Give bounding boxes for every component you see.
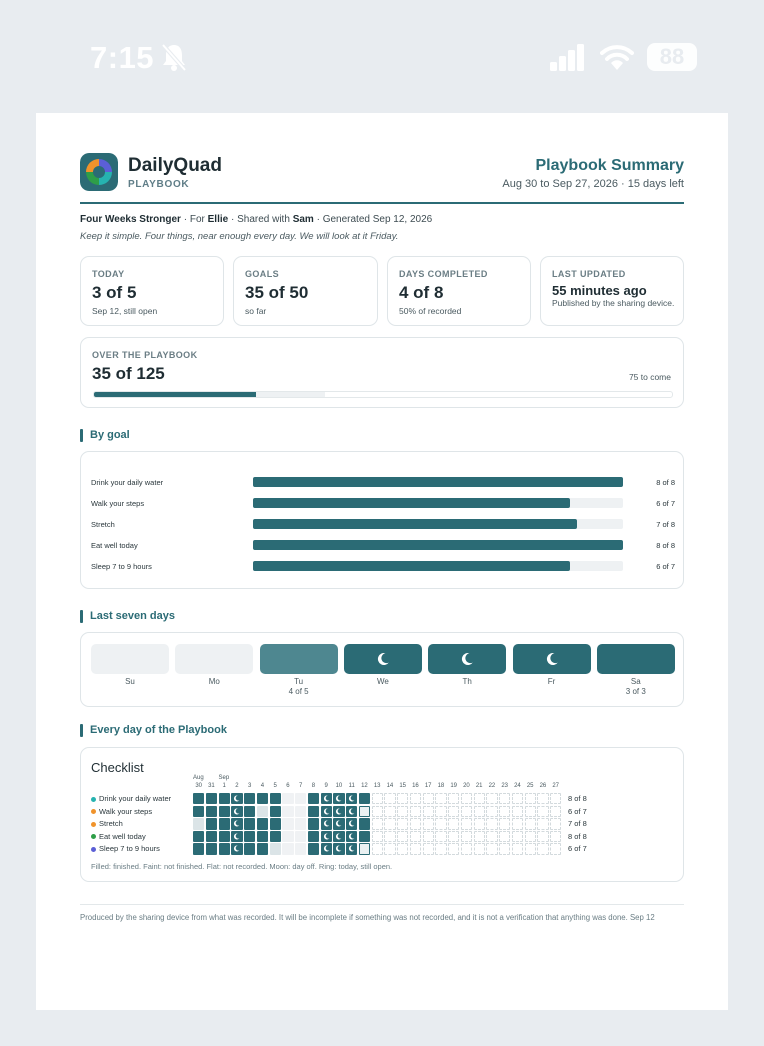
goal-name: Eat well today — [91, 541, 138, 550]
not-recorded-cell — [295, 843, 306, 854]
footer-disclaimer: Produced by the sharing device from what was recorded. It will be incomplete if something was not recorded, and it is not a verification that anything was done. Sep 12 — [80, 913, 655, 922]
goal-row — [91, 518, 675, 530]
future-day-cell — [423, 818, 434, 829]
day-number-label: 3 — [248, 783, 252, 789]
stat-card-days-completed — [387, 256, 531, 326]
finished-cell — [308, 831, 319, 842]
finished-cell — [219, 818, 230, 829]
today-open-cell — [359, 843, 370, 854]
future-day-cell — [461, 806, 472, 817]
not-finished-cell — [270, 843, 281, 854]
stat-note: Sep 12, still open — [92, 306, 158, 316]
goal-progress-track — [253, 561, 623, 571]
finished-cell — [219, 793, 230, 804]
day-number-label: 26 — [539, 783, 547, 789]
status-bar — [0, 0, 764, 112]
day-label: Tu — [294, 677, 304, 686]
future-day-cell — [397, 818, 408, 829]
finished-cell — [193, 843, 204, 854]
habit-count: 8 of 8 — [568, 794, 587, 803]
day-label: Fr — [547, 677, 556, 686]
future-day-cell — [384, 831, 395, 842]
future-day-cell — [372, 843, 383, 854]
future-day-cell — [372, 818, 383, 829]
finished-cell — [359, 831, 370, 842]
habit-name: Drink your daily water — [99, 794, 172, 803]
section-title-by-goal: By goal — [80, 429, 130, 441]
last-seven-days-card — [80, 632, 684, 707]
goal-progress-track — [253, 519, 623, 529]
day-number-label: 31 — [208, 783, 215, 789]
future-day-cell — [474, 793, 485, 804]
overall-remaining: 75 to come — [628, 372, 671, 382]
day-off-cell — [346, 793, 357, 804]
future-day-cell — [410, 831, 421, 842]
future-day-cell — [512, 793, 523, 804]
future-day-cell — [537, 793, 548, 804]
status-time: 7:15 — [90, 40, 155, 75]
day-off-cell — [321, 793, 332, 804]
section-title-last-seven-days: Last seven days — [80, 610, 175, 622]
overall-progress-bar — [93, 391, 673, 398]
section-title-every-day: Every day of the Playbook — [80, 724, 227, 736]
day-off-cell — [333, 843, 344, 854]
finished-cell — [270, 831, 281, 842]
future-day-cell — [435, 806, 446, 817]
future-day-cell — [486, 793, 497, 804]
future-day-cell — [397, 843, 408, 854]
future-day-cell — [435, 843, 446, 854]
app-subtitle: PLAYBOOK — [128, 179, 190, 190]
day-off-cell — [333, 818, 344, 829]
finished-cell — [244, 831, 255, 842]
finished-cell — [206, 818, 217, 829]
habit-color-dot — [91, 834, 96, 839]
finished-cell — [193, 793, 204, 804]
day-label: Mo — [208, 677, 220, 686]
day-number-label: 11 — [348, 783, 355, 789]
checklist-title: Checklist — [91, 760, 144, 775]
future-day-cell — [499, 831, 510, 842]
finished-cell — [270, 806, 281, 817]
future-day-cell — [525, 831, 536, 842]
day-off-cell — [346, 831, 357, 842]
future-day-cell — [550, 843, 561, 854]
day-label: We — [376, 677, 389, 686]
day-number-label: 2 — [235, 783, 239, 789]
finished-cell — [193, 831, 204, 842]
goal-progress-fill — [253, 477, 623, 487]
goal-row — [91, 476, 675, 488]
goal-progress-fill — [253, 498, 570, 508]
goal-count: 7 of 8 — [656, 520, 675, 529]
future-day-cell — [499, 793, 510, 804]
day-number-label: 15 — [399, 783, 407, 789]
day-number-label: 13 — [373, 783, 381, 789]
day-off-cell — [346, 806, 357, 817]
goals-card — [80, 451, 684, 589]
future-day-cell — [435, 793, 446, 804]
app-name: DailyQuad — [128, 155, 222, 176]
habit-name: Eat well today — [99, 831, 146, 841]
finished-cell — [244, 818, 255, 829]
date-range: Aug 30 to Sep 27, 2026 · 15 days left — [502, 178, 684, 190]
future-day-cell — [474, 806, 485, 817]
for-prefix: · For — [180, 214, 208, 225]
shared-prefix: · Shared with — [228, 214, 293, 225]
future-day-cell — [512, 831, 523, 842]
goal-progress-fill — [253, 519, 577, 529]
stat-value: 4 of 8 — [399, 283, 444, 302]
day-number-label: 19 — [450, 783, 458, 789]
day-number-label: 24 — [514, 783, 521, 789]
finished-cell — [219, 831, 230, 842]
bell-slash-icon — [160, 42, 188, 72]
day-number-label: 18 — [437, 783, 445, 789]
future-day-cell — [525, 793, 536, 804]
day-off-cell — [231, 831, 242, 842]
day-cell-su — [91, 644, 169, 674]
day-number-label: 12 — [361, 783, 368, 789]
day-label: Su — [125, 677, 135, 686]
future-day-cell — [550, 806, 561, 817]
future-day-cell — [448, 831, 459, 842]
finished-cell — [206, 806, 217, 817]
future-day-cell — [461, 793, 472, 804]
habit-count: 6 of 7 — [568, 844, 587, 854]
goal-count: 8 of 8 — [656, 478, 675, 487]
future-day-cell — [550, 793, 561, 804]
day-off-cell — [231, 818, 242, 829]
habit-color-dot — [91, 847, 96, 852]
day-number-label: 27 — [552, 783, 560, 789]
habit-color-dot — [91, 797, 96, 802]
not-recorded-cell — [295, 793, 306, 804]
wifi-icon — [600, 42, 634, 72]
goal-progress-fill — [253, 561, 570, 571]
finished-cell — [206, 843, 217, 854]
finished-cell — [257, 793, 268, 804]
month-label: Aug — [193, 775, 204, 781]
today-open-cell — [359, 806, 370, 817]
day-number-label: 4 — [260, 783, 265, 789]
day-number-label: 7 — [299, 783, 303, 789]
finished-cell — [219, 806, 230, 817]
day-number-label: 23 — [501, 783, 509, 789]
future-day-cell — [486, 831, 497, 842]
future-day-cell — [461, 831, 472, 842]
not-recorded-cell — [282, 818, 293, 829]
future-day-cell — [372, 831, 383, 842]
day-cell-fr — [513, 644, 591, 674]
goal-count: 6 of 7 — [656, 499, 675, 508]
future-day-cell — [499, 818, 510, 829]
day-off-cell — [321, 806, 332, 817]
finished-cell — [308, 806, 319, 817]
stat-label: LAST UPDATED — [552, 269, 626, 279]
goal-name: Sleep 7 to 9 hours — [91, 562, 152, 571]
not-finished-cell — [193, 818, 204, 829]
person-name: Ellie — [207, 214, 229, 225]
future-day-cell — [486, 818, 497, 829]
day-number-label: 14 — [386, 783, 394, 789]
day-summary: 3 of 3 — [625, 687, 646, 696]
future-day-cell — [537, 818, 548, 829]
future-day-cell — [461, 843, 472, 854]
future-day-cell — [410, 818, 421, 829]
future-day-cell — [474, 843, 485, 854]
stat-card-last-updated — [540, 256, 684, 326]
month-label: Sep — [218, 775, 230, 781]
future-day-cell — [435, 831, 446, 842]
finished-cell — [257, 818, 268, 829]
habit-name: Walk your steps — [99, 806, 153, 816]
day-number-label: 21 — [475, 783, 483, 789]
finished-cell — [244, 806, 255, 817]
day-number-label: 17 — [424, 783, 432, 789]
future-day-cell — [550, 818, 561, 829]
future-day-cell — [423, 793, 434, 804]
future-day-cell — [474, 818, 485, 829]
goal-progress-fill — [253, 540, 623, 550]
not-recorded-cell — [282, 843, 293, 854]
stat-card-today — [80, 256, 224, 326]
day-cell-we — [344, 644, 422, 674]
finished-cell — [244, 843, 255, 854]
future-day-cell — [384, 818, 395, 829]
not-recorded-cell — [295, 806, 306, 817]
day-number-label: 16 — [412, 783, 419, 789]
goal-progress-track — [253, 477, 623, 487]
stat-label: DAYS COMPLETED — [399, 269, 488, 279]
goal-progress-track — [253, 498, 623, 508]
day-off-cell — [321, 843, 332, 854]
finished-cell — [257, 831, 268, 842]
habit-count: 6 of 7 — [568, 806, 587, 816]
future-day-cell — [435, 818, 446, 829]
finished-cell — [308, 818, 319, 829]
finished-cell — [219, 843, 230, 854]
finished-cell — [308, 793, 319, 804]
not-recorded-cell — [282, 806, 293, 817]
overall-value: 35 of 125 — [92, 364, 165, 383]
future-day-cell — [486, 843, 497, 854]
day-number-label: 20 — [463, 783, 470, 789]
habit-count: 7 of 8 — [568, 819, 587, 829]
future-day-cell — [372, 806, 383, 817]
stat-note: so far — [245, 306, 267, 316]
finished-cell — [257, 843, 268, 854]
finished-cell — [270, 793, 281, 804]
finished-cell — [244, 793, 255, 804]
goal-row — [91, 560, 675, 572]
footer-divider — [80, 904, 684, 905]
day-cell-mo — [175, 644, 253, 674]
finished-cell — [193, 806, 204, 817]
page-title: Playbook Summary — [535, 157, 684, 174]
future-day-cell — [525, 843, 536, 854]
day-off-cell — [333, 793, 344, 804]
future-day-cell — [537, 806, 548, 817]
goal-row — [91, 539, 675, 551]
future-day-cell — [448, 843, 459, 854]
checklist-card — [80, 747, 684, 882]
stat-note: Published by the sharing device. — [552, 298, 675, 308]
day-label: Th — [462, 677, 472, 686]
playbook-name: Four Weeks Stronger — [80, 214, 181, 225]
playbook-tagline: Keep it simple. Four things, near enough every day. We will look at it Friday. — [80, 231, 399, 242]
shared-with-name: Sam — [292, 214, 314, 225]
future-day-cell — [499, 806, 510, 817]
moon-icon — [376, 652, 390, 666]
future-day-cell — [423, 806, 434, 817]
day-number-label: 6 — [286, 783, 290, 789]
day-off-cell — [231, 806, 242, 817]
overall-progress-card — [80, 337, 684, 408]
day-number-label: 9 — [324, 783, 328, 789]
future-day-cell — [537, 831, 548, 842]
future-day-cell — [384, 843, 395, 854]
stat-label: GOALS — [245, 269, 280, 279]
goal-progress-track — [253, 540, 623, 550]
day-number-label: 1 — [222, 783, 226, 789]
future-day-cell — [410, 843, 421, 854]
stat-label: TODAY — [92, 269, 125, 279]
future-day-cell — [397, 831, 408, 842]
stat-value: 35 of 50 — [245, 283, 309, 302]
header-divider — [80, 202, 684, 204]
generated-date: · Generated Sep 12, 2026 — [313, 214, 433, 225]
day-number-label: 10 — [335, 783, 343, 789]
future-day-cell — [448, 818, 459, 829]
finished-cell — [206, 793, 217, 804]
goal-name: Drink your daily water — [91, 478, 164, 487]
finished-cell — [359, 793, 370, 804]
finished-cell — [308, 843, 319, 854]
not-finished-cell — [257, 806, 268, 817]
habit-name: Sleep 7 to 9 hours — [99, 844, 160, 854]
moon-icon — [460, 652, 474, 666]
moon-icon — [545, 652, 559, 666]
day-off-cell — [231, 793, 242, 804]
habit-color-dot — [91, 822, 96, 827]
future-day-cell — [448, 793, 459, 804]
stat-value: 55 minutes ago — [552, 283, 647, 298]
future-day-cell — [410, 806, 421, 817]
not-recorded-cell — [295, 818, 306, 829]
future-day-cell — [550, 831, 561, 842]
day-label: Sa — [630, 677, 641, 686]
future-day-cell — [525, 818, 536, 829]
future-day-cell — [448, 806, 459, 817]
future-day-cell — [512, 843, 523, 854]
day-number-label: 5 — [273, 783, 277, 789]
goal-row — [91, 497, 675, 509]
finished-cell — [359, 818, 370, 829]
stat-card-goals — [233, 256, 378, 326]
future-day-cell — [537, 843, 548, 854]
future-day-cell — [410, 793, 421, 804]
future-day-cell — [461, 818, 472, 829]
habit-count: 8 of 8 — [568, 831, 587, 841]
not-recorded-cell — [282, 831, 293, 842]
future-day-cell — [397, 793, 408, 804]
day-cell-sa — [597, 644, 675, 674]
not-recorded-cell — [282, 793, 293, 804]
day-off-cell — [346, 843, 357, 854]
goal-name: Stretch — [91, 520, 115, 529]
finished-cell — [206, 831, 217, 842]
cell-signal-icon — [548, 44, 588, 72]
checklist-legend: Filled: finished. Faint: not finished. Flat: not recorded. Moon: day off. Ring: today, still open. — [91, 862, 393, 871]
day-off-cell — [346, 818, 357, 829]
future-day-cell — [512, 806, 523, 817]
playbook-summary-sheet — [36, 113, 728, 1010]
not-recorded-cell — [295, 831, 306, 842]
future-day-cell — [525, 806, 536, 817]
day-off-cell — [321, 831, 332, 842]
future-day-cell — [384, 793, 395, 804]
day-cell-tu — [260, 644, 338, 674]
future-day-cell — [372, 793, 383, 804]
future-day-cell — [499, 843, 510, 854]
day-off-cell — [333, 831, 344, 842]
future-day-cell — [486, 806, 497, 817]
future-day-cell — [474, 831, 485, 842]
future-day-cell — [384, 806, 395, 817]
goal-count: 8 of 8 — [656, 541, 675, 550]
day-off-cell — [333, 806, 344, 817]
day-number-label: 30 — [195, 783, 203, 789]
goal-count: 6 of 7 — [656, 562, 675, 571]
finished-cell — [270, 818, 281, 829]
day-number-label: 25 — [526, 783, 534, 789]
day-cell-th — [428, 644, 506, 674]
overall-label: OVER THE PLAYBOOK — [92, 350, 198, 360]
future-day-cell — [423, 831, 434, 842]
day-summary: 4 of 5 — [288, 687, 309, 696]
day-number-label: 22 — [488, 783, 496, 789]
habit-color-dot — [91, 809, 96, 814]
day-off-cell — [231, 843, 242, 854]
future-day-cell — [512, 818, 523, 829]
battery-icon: 88 — [647, 43, 697, 71]
habit-name: Stretch — [99, 819, 123, 829]
goal-name: Walk your steps — [91, 499, 145, 508]
dailyquad-logo-icon — [80, 153, 118, 191]
overall-done-fill — [94, 392, 256, 397]
stat-note: 50% of recorded — [399, 306, 462, 316]
playbook-meta — [80, 214, 432, 225]
future-day-cell — [397, 806, 408, 817]
day-number-label: 8 — [311, 783, 316, 789]
future-day-cell — [423, 843, 434, 854]
day-off-cell — [321, 818, 332, 829]
stat-value: 3 of 5 — [92, 283, 137, 302]
